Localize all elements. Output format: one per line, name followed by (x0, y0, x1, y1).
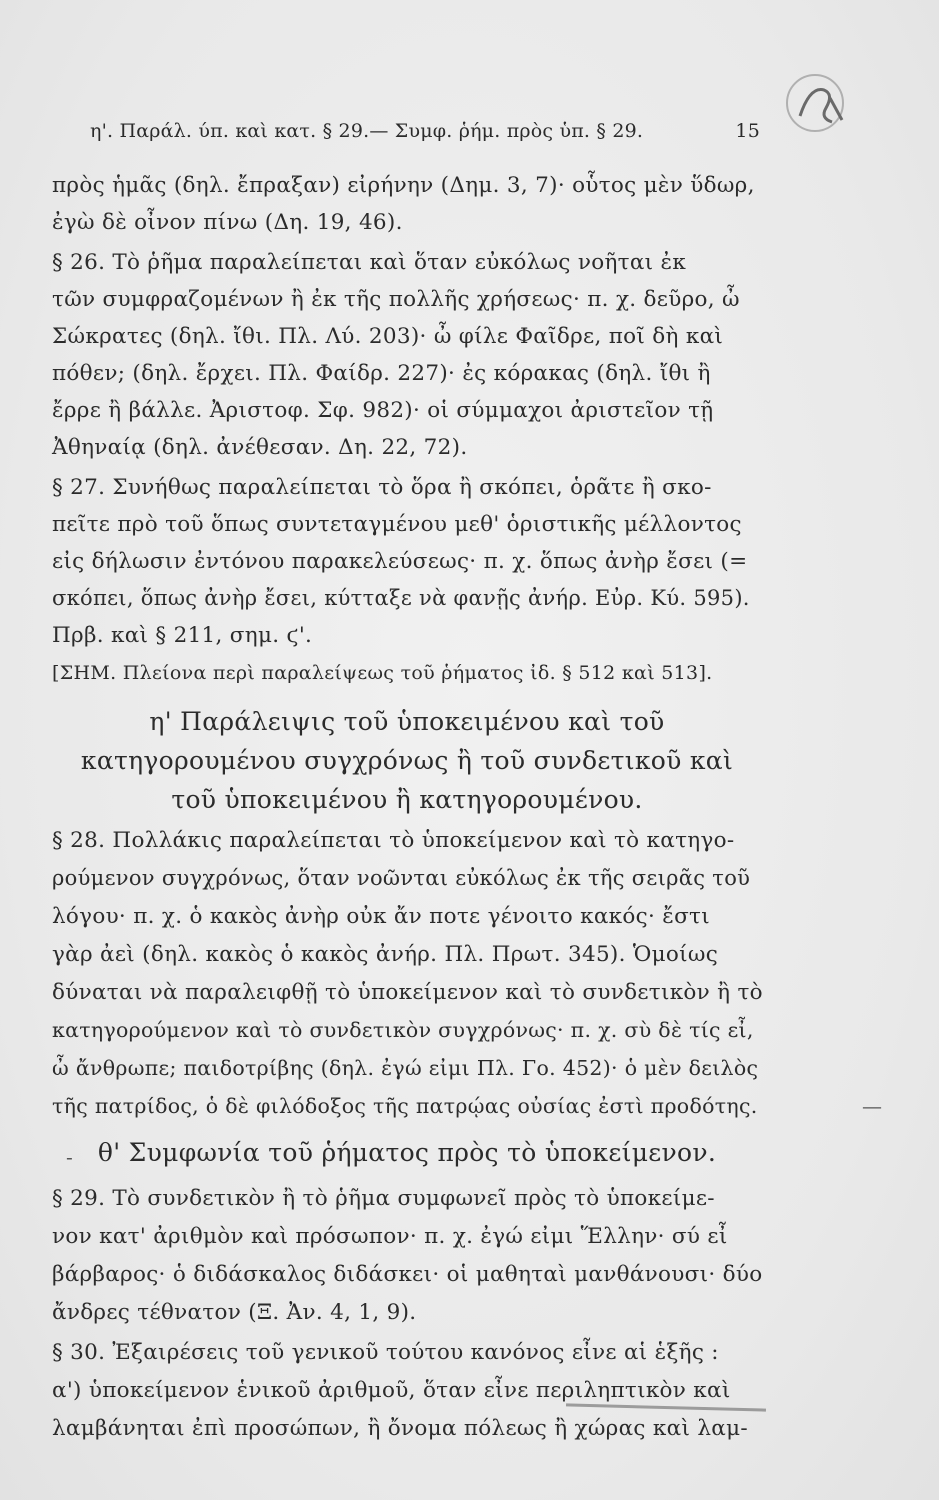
text-line: τῆς πατρίδος, ὁ δὲ φιλόδοξος τῆς πατρῴας οὐσίας ἐστὶ προδότης. (52, 1094, 758, 1118)
text-line: § 30. Ἐξαιρέσεις τοῦ γενικοῦ τούτου κανόνος εἶνε αἱ ἑξῆς : (52, 1340, 719, 1365)
library-stamp-icon (780, 68, 850, 138)
text-line: γὰρ ἀεὶ (δηλ. κακὸς ὁ κακὸς ἀνήρ. Πλ. Πρωτ. 345). Ὁμοίως (52, 942, 719, 967)
text-line: πρὸς ἡμᾶς (δηλ. ἔπραξαν) εἰρήνην (Δημ. 3, 7)· οὗτος μὲν ὕδωρ, (52, 173, 755, 198)
text-line: πεῖτε πρὸ τοῦ ὅπως συντεταγμένου μεθ' ὁριστικῆς μέλλοντος (52, 512, 742, 537)
section-heading: θ' Συμφωνία τοῦ ῥήματος πρὸς τὸ ὑποκείμενον. (97, 1138, 717, 1167)
text-line: Σώκρατες (δηλ. ἴθι. Πλ. Λύ. 203)· ὦ φίλε Φαῖδρε, ποῖ δὴ καὶ (52, 324, 724, 349)
text-line: ἄνδρες τέθνατον (Ξ. Ἀν. 4, 1, 9). (52, 1300, 417, 1325)
section-heading: τοῦ ὑποκειμένου ἢ κατηγορουμένου. (171, 785, 643, 814)
text-line: πόθεν; (δηλ. ἔρχει. Πλ. Φαίδρ. 227)· ἐς κόρακας (δηλ. ἴθι ἢ (52, 361, 711, 386)
text-line: ἔρρε ἢ βάλλε. Ἀριστοφ. Σφ. 982)· οἱ σύμμαχοι ἀριστεῖον τῇ (52, 398, 714, 423)
text-line: ἐγὼ δὲ οἶνον πίνω (Δη. 19, 46). (52, 210, 403, 235)
running-header (90, 120, 760, 142)
text-line: ὦ ἄνθρωπε; παιδοτρίβης (δηλ. ἐγώ εἰμι Πλ. Γο. 452)· ὁ μὲν δειλὸς (52, 1056, 759, 1080)
page-number: 15 (735, 120, 760, 142)
running-head: η'. Παράλ. ύπ. καὶ κατ. § 29.— Συμφ. ῥήμ. πρὸς ὑπ. § 29. (90, 120, 644, 142)
text-line: Πρβ. καὶ § 211, σημ. ϛ'. (52, 623, 313, 648)
text-line: § 27. Συνήθως παραλείπεται τὸ ὅρα ἢ σκόπει, ὁρᾶτε ἢ σκο- (52, 475, 712, 500)
text-line: βάρβαρος· ὁ διδάσκαλος διδάσκει· οἱ μαθηταὶ μανθάνουσι· δύο (52, 1262, 763, 1287)
text-line: εἰς δήλωσιν ἐντόνου παρακελεύσεως· π. χ. ὅπως ἀνὴρ ἔσει (= (52, 549, 748, 574)
text-line: § 28. Πολλάκις παραλείπεται τὸ ὑποκείμενον καὶ τὸ κατηγο- (52, 828, 735, 853)
pencil-underline (566, 1403, 766, 1411)
section-heading: η' Παράλειψις τοῦ ὑποκειμένου καὶ τοῦ (149, 707, 665, 736)
text-line: σκόπει, ὅπως ἀνὴρ ἔσει, κύτταξε νὰ φανῇς ἀνήρ. Εὐρ. Κύ. 595). (52, 586, 750, 610)
margin-dash: - (66, 1145, 73, 1169)
text-line: Ἀθηναίᾳ (δηλ. ἀνέθεσαν. Δη. 22, 72). (52, 435, 468, 460)
text-line: ρούμενον συγχρόνως, ὅταν νοῶνται εὐκόλως ἐκ τῆς σειρᾶς τοῦ (52, 866, 751, 890)
text-line: § 29. Τὸ συνδετικὸν ἢ τὸ ῥῆμα συμφωνεῖ πρὸς τὸ ὑποκείμε- (52, 1186, 715, 1211)
text-line: λαμβάνηται ἐπὶ προσώπων, ἢ ὄνομα πόλεως ἢ χώρας καὶ λαμ- (52, 1416, 748, 1441)
section-heading: κατηγορουμένου συγχρόνως ἢ τοῦ συνδετικοῦ καὶ (80, 746, 734, 775)
text-line: τῶν συμφραζομένων ἢ ἐκ τῆς πολλῆς χρήσεως· π. χ. δεῦρο, ὦ (52, 287, 740, 312)
text-line: νον κατ' ἀριθμὸν καὶ πρόσωπον· π. χ. ἐγώ εἰμι Ἕλλην· σύ εἶ (52, 1224, 728, 1249)
text-line: δύναται νὰ παραλειφθῇ τὸ ὑποκείμενον καὶ τὸ συνδετικὸν ἢ τὸ (52, 980, 763, 1005)
text-line: κατηγορούμενον καὶ τὸ συνδετικὸν συγχρόνως· π. χ. σὺ δὲ τίς εἶ, (52, 1018, 754, 1042)
text-line: α') ὑποκείμενον ἑνικοῦ ἀριθμοῦ, ὅταν εἶνε περιληπτικὸν καὶ (52, 1378, 731, 1403)
text-line: λόγου· π. χ. ὁ κακὸς ἀνὴρ οὐκ ἄν ποτε γένοιτο κακός· ἔστι (52, 904, 710, 929)
note-line: [ΣΗΜ. Πλείονα περὶ παραλείψεως τοῦ ῥήματος ἰδ. § 512 καὶ 513]. (52, 662, 713, 684)
text-line: § 26. Τὸ ῥῆμα παραλείπεται καὶ ὅταν εὐκόλως νοῆται ἐκ (52, 250, 687, 275)
margin-dash: — (862, 1094, 882, 1118)
